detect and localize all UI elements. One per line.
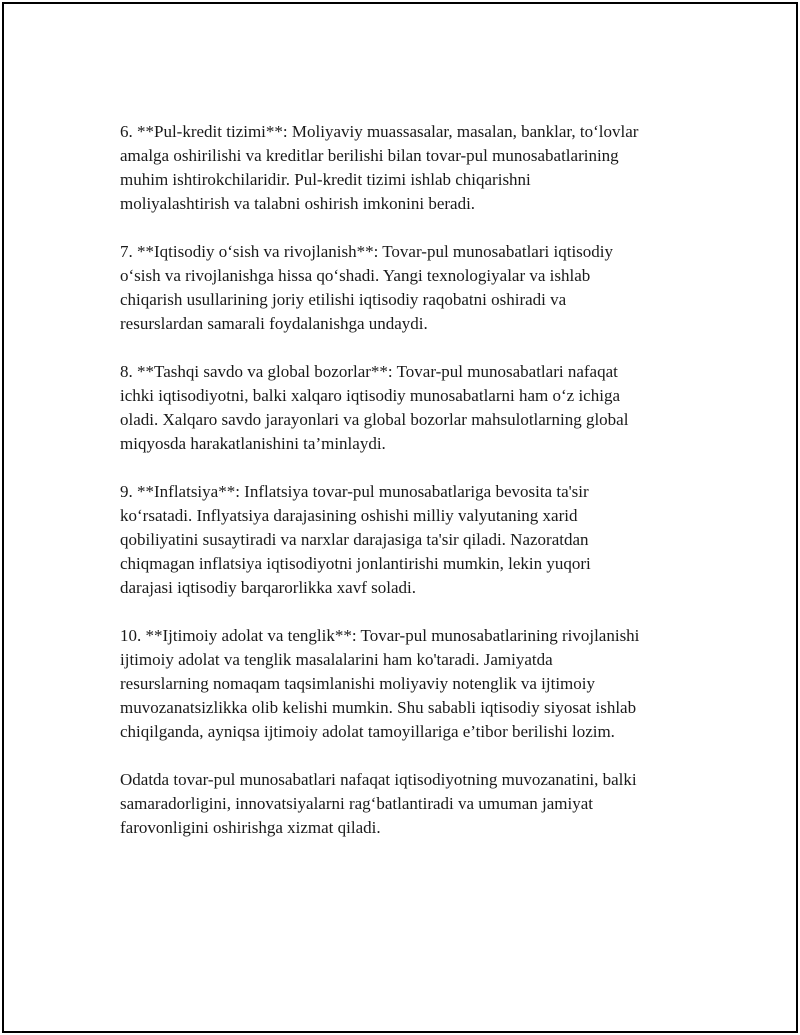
text-line: resurslarning nomaqam taqsimlanishi moliyaviy notenglik va ijtimoiy [120, 674, 595, 693]
text-line: chiqarish usullarining joriy etilishi iqtisodiy raqobatni oshiradi va [120, 290, 567, 309]
text-line: qobiliyatini susaytiradi va narxlar darajasiga ta'sir qiladi. Nazoratdan [120, 530, 589, 549]
text-line: 8. **Tashqi savdo va global bozorlar**: Tovar-pul munosabatlari nafaqat [120, 362, 618, 381]
paragraph-conclusion [120, 768, 710, 840]
text-line: resurslardan samarali foydalanishga undaydi. [120, 314, 428, 333]
text-line: Odatda tovar-pul munosabatlari nafaqat iqtisodiyotning muvozanatini, balki [120, 770, 637, 789]
text-line: ko‘rsatadi. Inflyatsiya darajasining oshishi milliy valyutaning xarid [120, 506, 578, 525]
text-line: darajasi iqtisodiy barqarorlikka xavf soladi. [120, 578, 416, 597]
text-line: muhim ishtirokchilaridir. Pul-kredit tizimi ishlab chiqarishni [120, 170, 531, 189]
text-line: 9. **Inflatsiya**: Inflatsiya tovar-pul munosabatlariga bevosita ta'sir [120, 482, 589, 501]
text-line: 7. **Iqtisodiy o‘sish va rivojlanish**: Tovar-pul munosabatlari iqtisodiy [120, 242, 613, 261]
paragraph-pul-kredit [120, 120, 710, 216]
text-line: moliyalashtirish va talabni oshirish imkonini beradi. [120, 194, 476, 213]
text-line: 6. **Pul-kredit tizimi**: Moliyaviy muassasalar, masalan, banklar, to‘lovlar [120, 122, 639, 141]
text-line: oladi. Xalqaro savdo jarayonlari va global bozorlar mahsulotlarning global [120, 410, 629, 429]
text-line: ijtimoiy adolat va tenglik masalalarini ham ko'taradi. Jamiyatda [120, 650, 553, 669]
paragraph-inflatsiya [120, 480, 710, 600]
page-frame [2, 2, 798, 1033]
text-line: miqyosda harakatlanishini ta’minlaydi. [120, 434, 386, 453]
paragraph-iqtisodiy-osish [120, 240, 710, 336]
document-body [120, 120, 710, 864]
text-line: amalga oshirilishi va kreditlar berilishi bilan tovar-pul munosabatlarining [120, 146, 619, 165]
text-line: chiqmagan inflatsiya iqtisodiyotni jonlantirishi mumkin, lekin yuqori [120, 554, 591, 573]
paragraph-ijtimoiy-adolat [120, 624, 710, 744]
text-line: muvozanatsizlikka olib kelishi mumkin. Shu sababli iqtisodiy siyosat ishlab [120, 698, 637, 717]
text-line: 10. **Ijtimoiy adolat va tenglik**: Tovar-pul munosabatlarining rivojlanishi [120, 626, 640, 645]
text-line: samaradorligini, innovatsiyalarni rag‘batlantiradi va umuman jamiyat [120, 794, 594, 813]
text-line: ichki iqtisodiyotni, balki xalqaro iqtisodiy munosabatlarni ham o‘z ichiga [120, 386, 620, 405]
text-line: o‘sish va rivojlanishga hissa qo‘shadi. Yangi texnologiyalar va ishlab [120, 266, 591, 285]
paragraph-tashqi-savdo [120, 360, 710, 456]
text-line: farovonligini oshirishga xizmat qiladi. [120, 818, 381, 837]
text-line: chiqilganda, ayniqsa ijtimoiy adolat tamoyillariga e’tibor berilishi lozim. [120, 722, 615, 741]
